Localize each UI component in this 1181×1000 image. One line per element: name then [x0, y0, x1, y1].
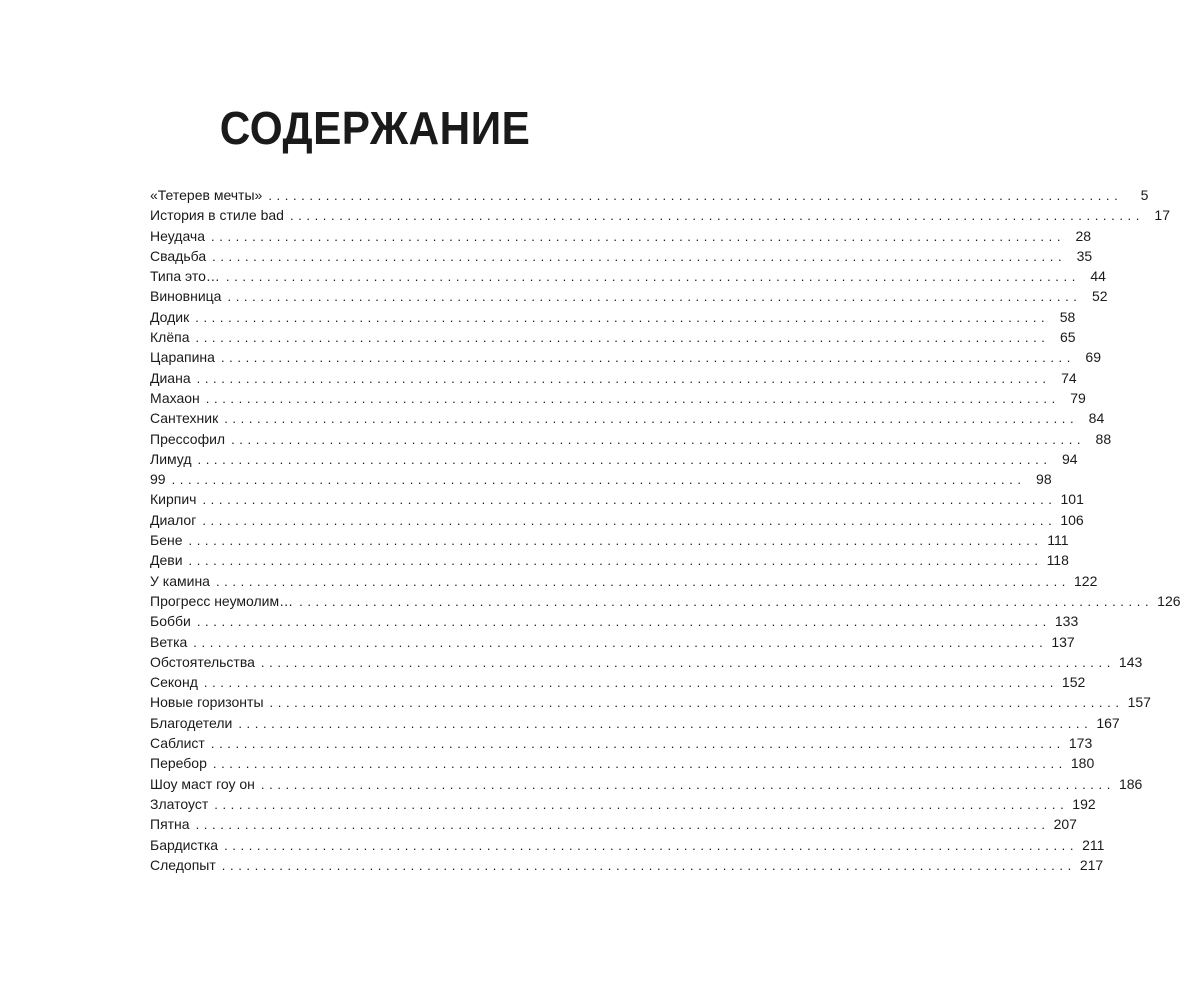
toc-entry [150, 185, 1149, 205]
toc-entry [150, 449, 1078, 469]
toc-entry-page-number: 111 [1047, 532, 1069, 549]
toc-entry-title: Типа это… [150, 268, 220, 285]
toc-entry-title: Шоу маст гоу он [150, 775, 255, 792]
toc-dot-leader: ........................................................................................................ [289, 208, 1144, 224]
toc-dot-leader: ........................................................................................................ [188, 533, 1043, 549]
toc-entry [150, 368, 1077, 388]
toc-entry [150, 550, 1069, 570]
toc-entry-title: Саблист [150, 735, 205, 752]
toc-entry-title: Махаон [150, 389, 200, 406]
toc-entry-title: Секонд [150, 674, 198, 691]
toc-entry-page-number: 133 [1054, 613, 1079, 630]
toc-dot-leader: ........................................................................................................ [220, 350, 1075, 366]
toc-entry [150, 388, 1086, 408]
table-of-contents [150, 185, 1181, 875]
toc-entry-title: Лимуд [150, 450, 192, 467]
toc-entry [150, 226, 1092, 246]
toc-entry [150, 327, 1076, 347]
toc-dot-leader: ........................................................................................................ [269, 695, 1124, 711]
toc-entry-page-number: 118 [1046, 552, 1069, 569]
toc-entry [150, 307, 1076, 327]
toc-entry-title: Перебор [150, 755, 207, 772]
toc-entry-title: Сантехник [150, 410, 219, 427]
toc-entry-page-number: 98 [1036, 471, 1052, 488]
toc-entry [150, 246, 1093, 266]
toc-entry-title: Неудача [150, 227, 206, 244]
toc-entry-page-number: 69 [1085, 349, 1101, 366]
toc-dot-leader: ........................................................................................................ [202, 492, 1057, 508]
toc-entry [150, 469, 1052, 489]
toc-entry-title: Обстоятельства [150, 653, 255, 670]
toc-entry-page-number: 44 [1090, 268, 1106, 285]
toc-dot-leader: ........................................................................................................ [225, 269, 1080, 285]
toc-entry [150, 855, 1104, 875]
toc-entry [150, 733, 1093, 753]
toc-entry [150, 408, 1105, 428]
toc-entry-title: 99 [150, 471, 166, 488]
toc-entry [150, 753, 1095, 773]
toc-entry-page-number: 211 [1082, 836, 1105, 853]
toc-entry-title: Диана [150, 369, 191, 386]
toc-dot-leader: ........................................................................................................ [268, 188, 1123, 203]
toc-entry-page-number: 101 [1060, 491, 1084, 508]
toc-dot-leader: ........................................................................................................ [224, 837, 1079, 853]
toc-entry [150, 510, 1084, 530]
toc-entry-page-number: 186 [1118, 775, 1143, 792]
toc-dot-leader: ........................................................................................................ [171, 472, 1026, 488]
toc-entry-page-number: 35 [1076, 247, 1093, 264]
toc-entry [150, 774, 1143, 794]
toc-entry [150, 652, 1143, 672]
toc-dot-leader: ........................................................................................................ [197, 451, 1052, 467]
toc-entry-title: Царапина [150, 349, 215, 366]
toc-dot-leader: ........................................................................................................ [212, 248, 1067, 264]
toc-entry-page-number: 137 [1051, 633, 1075, 650]
toc-entry-title: Бене [150, 532, 183, 549]
toc-dot-leader: ........................................................................................................ [238, 715, 1093, 731]
toc-entry-title: «Тетерев мечты» [150, 187, 263, 203]
toc-entry-page-number: 79 [1070, 389, 1086, 406]
toc-dot-leader: ........................................................................................................ [227, 289, 1082, 305]
toc-entry-page-number: 94 [1061, 450, 1078, 467]
toc-entry-page-number: 106 [1060, 511, 1084, 528]
toc-entry [150, 530, 1069, 550]
toc-entry [150, 591, 1181, 611]
toc-entry-title: Златоуст [150, 795, 209, 812]
toc-dot-leader: ........................................................................................................ [203, 675, 1058, 691]
toc-entry [150, 632, 1075, 652]
toc-entry [150, 347, 1101, 367]
toc-dot-leader: ........................................................................................................ [299, 593, 1154, 609]
toc-dot-leader: ........................................................................................................ [188, 553, 1043, 569]
toc-entry-title: Клёпа [150, 329, 190, 346]
toc-dot-leader: ........................................................................................................ [214, 796, 1069, 812]
toc-entry-page-number: 180 [1070, 755, 1095, 772]
toc-entry-title: Диалог [150, 511, 197, 528]
toc-dot-leader: ........................................................................................................ [224, 411, 1079, 427]
toc-dot-leader: ........................................................................................................ [195, 330, 1050, 346]
toc-entry-title: Додик [150, 308, 190, 325]
toc-entry-title: Свадьба [150, 247, 207, 264]
toc-entry-title: Ветка [150, 633, 188, 650]
toc-entry-title: Новые горизонты [150, 694, 264, 711]
toc-dot-leader: ........................................................................................................ [215, 573, 1070, 589]
toc-entry-page-number: 173 [1068, 735, 1093, 752]
toc-dot-leader: ........................................................................................................ [205, 390, 1060, 406]
toc-entry [150, 266, 1106, 286]
toc-dot-leader: ........................................................................................................ [212, 756, 1067, 772]
toc-entry-page-number: 122 [1074, 572, 1098, 589]
toc-entry-title: Благодетели [150, 714, 233, 731]
toc-entry-title: У камина [150, 572, 210, 589]
toc-dot-leader: ........................................................................................................ [211, 228, 1066, 244]
toc-entry-title: Кирпич [150, 491, 197, 508]
toc-entry-page-number: 217 [1079, 856, 1104, 873]
toc-dot-leader: ........................................................................................................ [231, 431, 1086, 447]
toc-entry-page-number: 74 [1061, 369, 1077, 386]
toc-entry-title: История в стиле bad [150, 207, 284, 224]
toc-entry [150, 611, 1079, 631]
toc-entry-page-number: 207 [1053, 816, 1077, 833]
toc-entry-page-number: 17 [1154, 207, 1170, 224]
toc-entry [150, 814, 1077, 834]
toc-entry [150, 205, 1170, 225]
toc-entry-page-number: 5 [1140, 187, 1149, 203]
toc-dot-leader: ........................................................................................................ [260, 776, 1115, 792]
toc-entry-title: Пятна [150, 816, 190, 833]
toc-dot-leader: ........................................................................................................ [260, 654, 1115, 670]
toc-entry-title: Бобби [150, 613, 191, 630]
toc-entry-page-number: 157 [1127, 694, 1151, 711]
toc-entry-page-number: 28 [1075, 227, 1092, 244]
toc-entry-title: Прессофил [150, 430, 226, 447]
page-title: СОДЕРЖАНИЕ [219, 101, 531, 154]
toc-entry [150, 672, 1086, 692]
toc-dot-leader: ........................................................................................................ [196, 370, 1051, 386]
toc-entry-title: Бардистка [150, 836, 219, 853]
toc-dot-leader: ........................................................................................................ [195, 309, 1050, 325]
toc-entry [150, 713, 1120, 733]
toc-entry [150, 489, 1084, 509]
toc-dot-leader: ........................................................................................................ [221, 857, 1076, 873]
toc-entry-page-number: 65 [1059, 329, 1076, 346]
toc-entry-title: Прогресс неумолим… [150, 592, 294, 609]
toc-entry [150, 429, 1112, 449]
toc-entry-page-number: 88 [1095, 430, 1112, 447]
toc-dot-leader: ........................................................................................................ [210, 736, 1065, 752]
toc-entry-title: Следопыт [150, 856, 216, 873]
toc-dot-leader: ........................................................................................................ [202, 512, 1057, 528]
toc-entry [150, 794, 1096, 814]
toc-entry-page-number: 58 [1059, 308, 1076, 325]
toc-entry-page-number: 143 [1118, 653, 1143, 670]
toc-entry-page-number: 126 [1157, 592, 1181, 609]
toc-entry [150, 692, 1151, 712]
toc-entry [150, 286, 1108, 306]
toc-entry-title: Виновница [150, 288, 222, 305]
toc-dot-leader: ........................................................................................................ [196, 614, 1051, 630]
toc-entry-page-number: 84 [1088, 410, 1105, 427]
toc-entry-page-number: 167 [1096, 714, 1120, 731]
toc-dot-leader: ........................................................................................................ [193, 634, 1048, 650]
toc-entry-title: Деви [150, 552, 183, 569]
toc-entry-page-number: 52 [1091, 288, 1108, 305]
toc-dot-leader: ........................................................................................................ [195, 817, 1050, 833]
toc-entry [150, 835, 1105, 855]
toc-entry-page-number: 152 [1061, 674, 1086, 691]
toc-entry [150, 571, 1098, 591]
toc-entry-page-number: 192 [1072, 795, 1096, 812]
